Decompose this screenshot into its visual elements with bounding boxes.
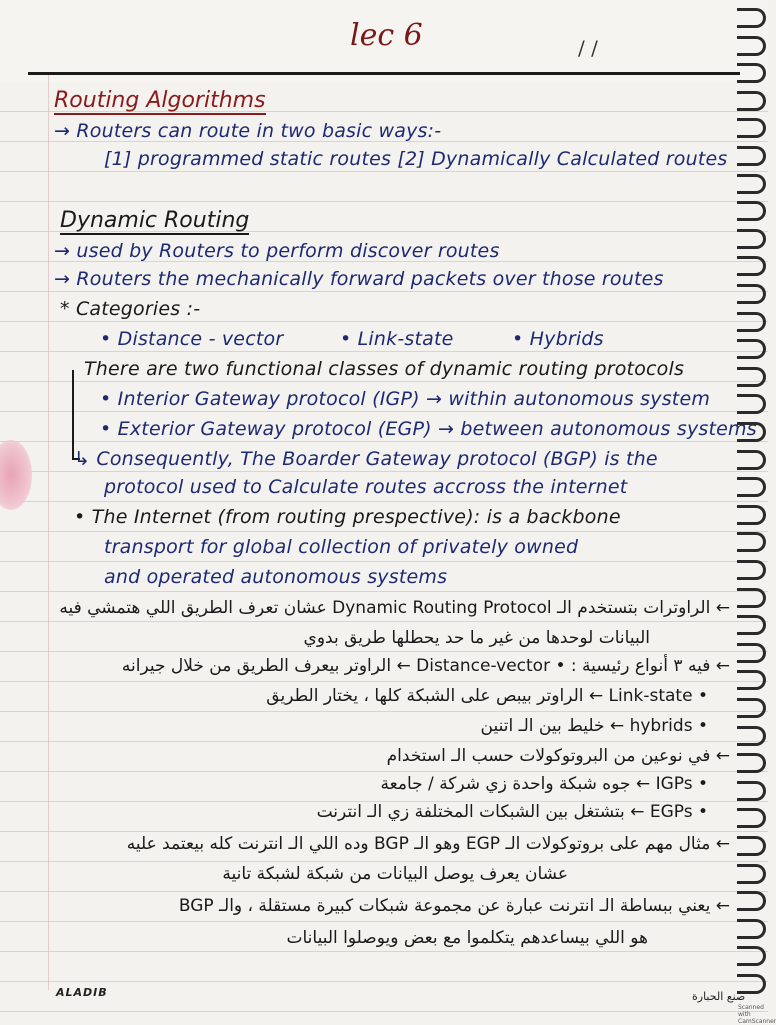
binding-ring [737,698,766,718]
note-line: ↳ Consequently, The Boarder Gateway protocol (BGP) is the [74,448,658,470]
binding-ring [737,477,766,497]
scanner-watermark: Scanned with CamScanner [738,1004,776,1025]
binding-ring [737,229,766,249]
arabic-note-line: • hybrids ← خليط بين الـ اتنين [480,716,708,736]
binding-ring [737,505,766,525]
binding-ring [737,670,766,690]
category-item: • Distance - vector [100,328,284,350]
binding-ring [737,864,766,884]
binding-ring [737,450,766,470]
binding-ring [737,36,766,56]
note-line: protocol used to Calculate routes accross the internet [104,476,628,498]
binding-ring [737,753,766,773]
arabic-note-line: ← مثال مهم على بروتوكولات الـ EGP وهو الـ BGP وده اللي الـ انترنت كله بيعتمد عليه [126,834,730,854]
binding-ring [737,615,766,635]
header-rule [28,72,740,75]
binding-ring [737,836,766,856]
binding-ring [737,256,766,276]
category-item: • Link-state [340,328,454,350]
note-line: • Interior Gateway protocol (IGP) → within autonomous system [100,388,711,410]
binding-ring [737,394,766,414]
spiral-binding [732,0,768,1024]
binding-ring [737,808,766,828]
binding-ring [737,91,766,111]
binding-ring [737,560,766,580]
section-heading-routing-algorithms: Routing Algorithms [54,88,266,113]
binding-ring [737,284,766,304]
signature: صنع الحبارة [692,990,746,1003]
binding-ring [737,201,766,221]
note-line: • The Internet (from routing prespective): is a backbone [74,506,621,528]
binding-ring [737,532,766,552]
binding-ring [737,8,766,28]
binding-ring [737,891,766,911]
note-line: [1] programmed static routes [2] Dynamically Calculated routes [104,148,728,170]
date-field: / / [578,36,598,60]
notebook-brand-logo: ALADIB [56,986,108,999]
bracket-mark [72,370,80,460]
section-heading-dynamic-routing: Dynamic Routing [60,208,250,233]
page-title: lec 6 [350,18,423,53]
arabic-note-line: هو اللي بيساعدهم يتكلموا مع بعض ويوصلوا البيانات [286,928,648,948]
categories-label: * Categories :- [60,298,201,320]
arabic-note-line: • EGPs ← بتشتغل بين الشبكات المختلفة زي الـ انترنت [316,802,708,822]
binding-ring [737,146,766,166]
arabic-note-line: عشان يعرف يوصل البيانات من شبكة لشبكة تانية [222,864,568,884]
binding-ring [737,63,766,83]
binding-ring [737,946,766,966]
binding-ring [737,726,766,746]
arabic-note-line: البيانات لوحدها من غير ما حد يحطلها طريق بدوي [303,628,650,648]
arabic-note-line: ← فيه ٣ أنواع رئيسية : • Distance-vector ← الراوتر بيعرف الطريق من خلال جيرانه [121,656,730,676]
arabic-note-line: • Link-state ← الراوتر بيبص على الشبكة كلها ، يختار الطريق [266,686,708,706]
category-item: • Hybrids [512,328,604,350]
arabic-note-line: ← الراوترات بتستخدم الـ Dynamic Routing Protocol عشان تعرف الطريق اللي هتمشي فيه [59,598,730,618]
binding-ring [737,339,766,359]
binding-ring [737,174,766,194]
note-line: There are two functional classes of dynamic routing protocols [84,358,685,380]
note-line: → Routers can route in two basic ways:- [54,120,442,142]
binding-ring [737,422,766,442]
ink-stain [0,440,32,510]
note-line: transport for global collection of privately owned [104,536,579,558]
binding-ring [737,643,766,663]
note-line: • Exterior Gateway protocol (EGP) → between autonomous systems [100,418,757,440]
note-line: → used by Routers to perform discover routes [54,240,500,262]
binding-ring [737,919,766,939]
margin-line [48,75,49,990]
binding-ring [737,588,766,608]
arabic-note-line: • IGPs ← جوه شبكة واحدة زي شركة / جامعة [380,774,708,794]
binding-ring [737,118,766,138]
arabic-note-line: ← في نوعين من البروتوكولات حسب الـ استخدام [386,746,730,766]
binding-ring [737,974,766,994]
arabic-note-line: ← يعني ببساطة الـ انترنت عبارة عن مجموعة شبكات كبيرة مستقلة ، والـ BGP [178,896,730,916]
binding-ring [737,367,766,387]
binding-ring [737,312,766,332]
note-line: and operated autonomous systems [104,566,448,588]
binding-ring [737,781,766,801]
note-line: → Routers the mechanically forward packets over those routes [54,268,664,290]
